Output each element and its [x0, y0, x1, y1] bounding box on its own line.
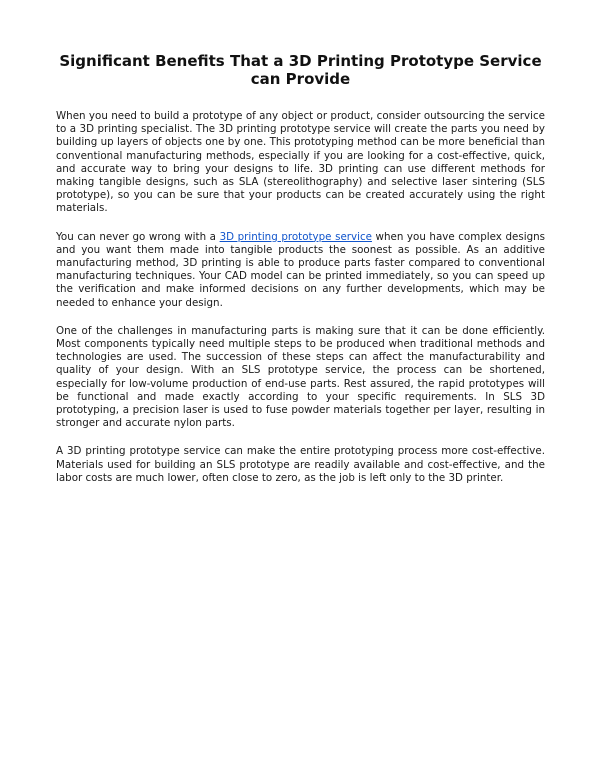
paragraph-link-trailing-text: when you have complex designs and you want them made into tangible products the soonest as possible. As an additive manufacturing method, 3D printing is able to produce parts faster compared to conventional manufacturing techniques. Your CAD model can be printed immediately, so you can speed up the verification and make informed decisions on any further developments, which may be needed to enhance your design. [56, 230, 545, 309]
paragraph-with-link [56, 231, 545, 310]
paragraph-intro: When you need to build a prototype of any object or product, consider outsourcing the service to a 3D printing specialist. The 3D printing prototype service will create the parts you need by building up layers of objects one by one. This prototyping method can be more beneficial than conventional manufacturing methods, especially if you are looking for a cost-effective, quick, and accurate way to bring your designs to life. 3D printing can use different methods for making tangible designs, such as SLA (stereolithography) and selective laser sintering (SLS prototype), so you can be sure that your products can be created accurately using the right materials. [56, 110, 545, 215]
paragraph-link-lead-text: You can never go wrong with a [56, 230, 220, 243]
paragraph-cost: A 3D printing prototype service can make the entire prototyping process more cost-effective. Materials used for building an SLS prototype are readily available and cost-effective, and the labor costs are much lower, often close to zero, as the job is left only to the 3D printer. [56, 445, 545, 484]
paragraph-efficiency: One of the challenges in manufacturing parts is making sure that it can be done efficiently. Most components typically need multiple steps to be produced when traditional methods and technologies are used. The succession of these steps can affect the manufacturability and quality of your design. With an SLS prototype service, the process can be shortened, especially for low-volume production of end-use parts. Rest assured, the rapid prototypes will be functional and made exactly according to your specific requirements. In SLS 3D prototyping, a precision laser is used to fuse powder materials together per layer, resulting in stronger and accurate nylon parts. [56, 324, 545, 430]
prototype-service-link[interactable]: 3D printing prototype service [219, 230, 372, 243]
document-page [56, 52, 545, 500]
document-title: Significant Benefits That a 3D Printing Prototype Service can Provide [59, 52, 542, 88]
